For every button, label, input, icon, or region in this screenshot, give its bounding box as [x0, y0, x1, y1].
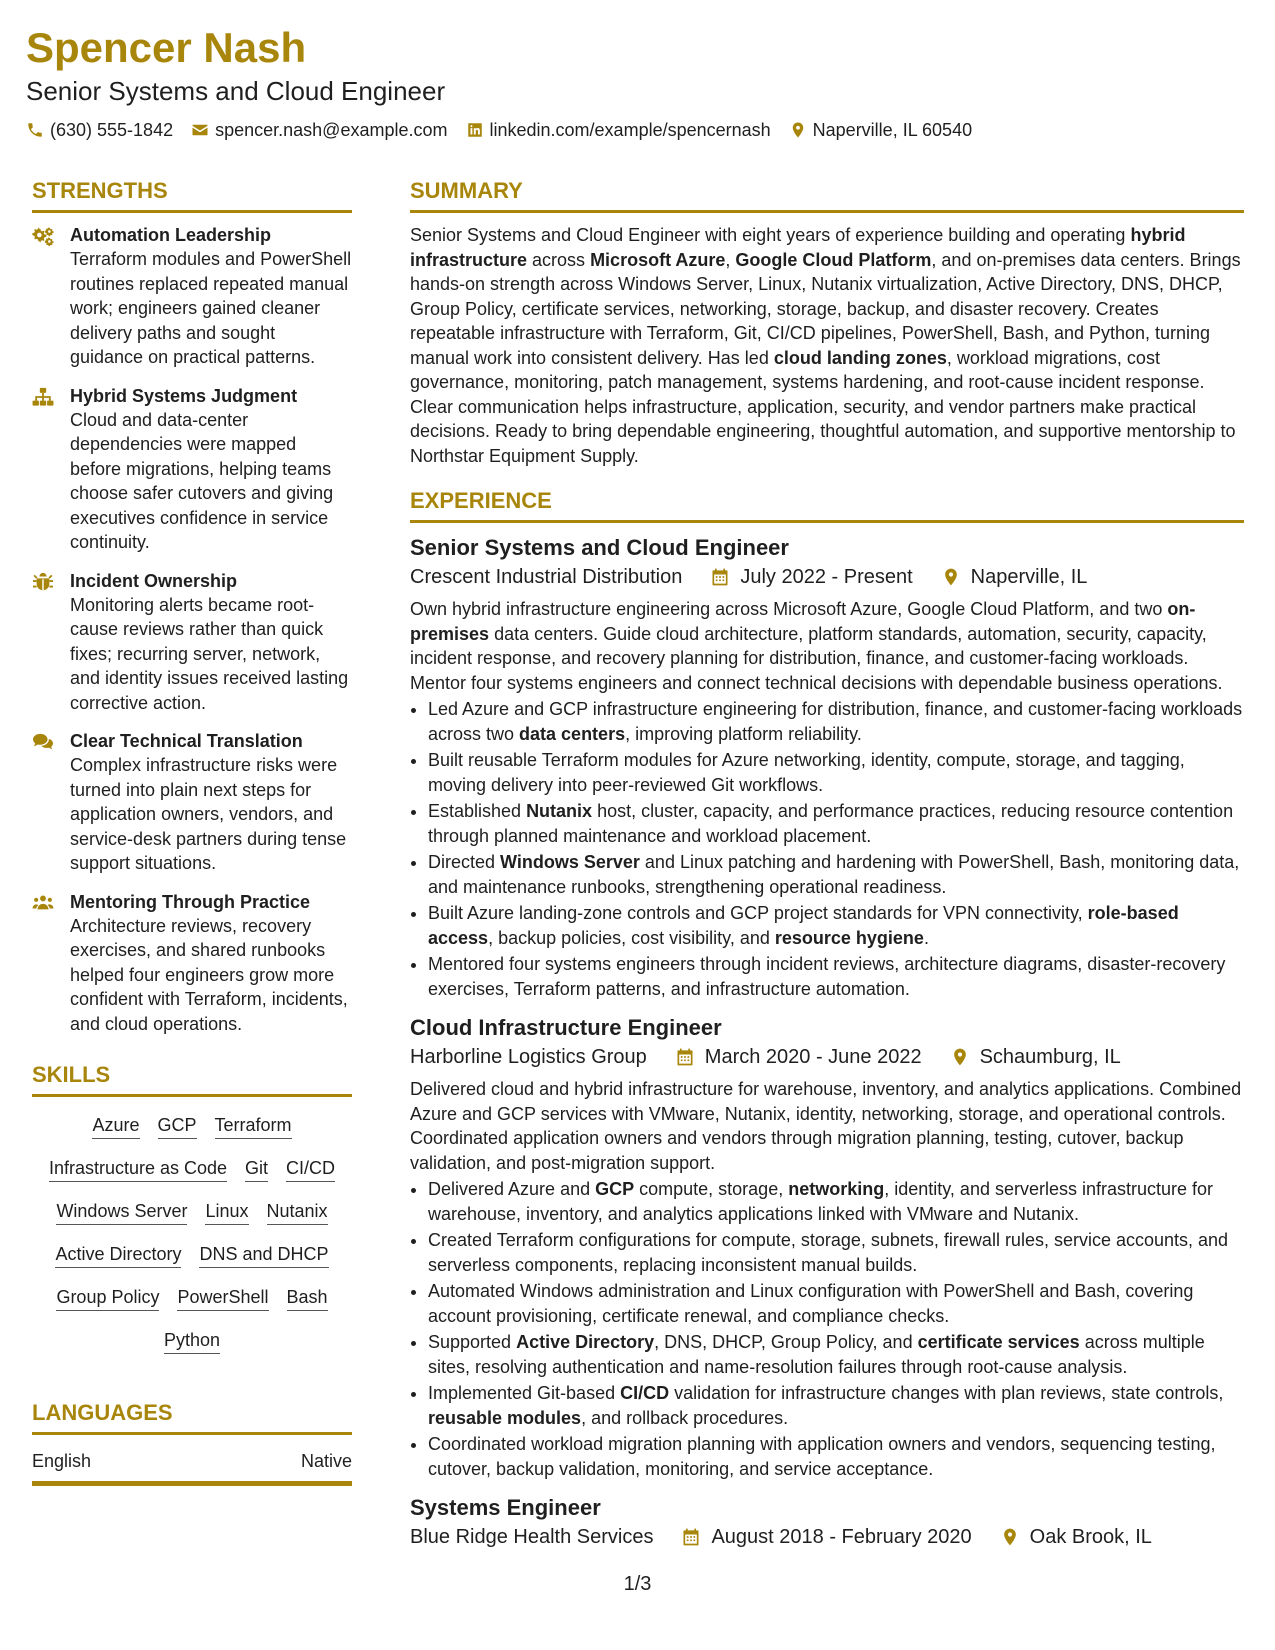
skill-tag: CI/CD: [286, 1156, 335, 1182]
summary-text: Senior Systems and Cloud Engineer with eight years of experience building and operating hybrid infrastructure across Microsoft Azure, Google Cloud Platform, and on-premises data centers. Brings hands-on strength across Windows Server, Linux, Nutanix virtualization, Active Directory, DNS, DHCP, Group Policy, certificate services, networking, storage, backup, and disaster recovery. Creates repeatable infrastructure with Terraform, Git, CI/CD pipelines, PowerShell, Bash, and Python, turning manual work into consistent delivery. Has led cloud landing zones, workload migrations, cost governance, monitoring, patch management, systems hardening, and root-cause incident response. Clear communication helps infrastructure, application, security, and vendor partners make practical decisions. Ready to bring dependable engineering, thoughtful automation, and supportive mentorship to Northstar Equipment Supply.: [410, 225, 1241, 466]
job-entry: [410, 1493, 1244, 1551]
skill-row: [56, 1199, 327, 1225]
strength-item: [32, 729, 352, 876]
skill-row: [92, 1113, 291, 1139]
job-bullet: • Led Azure and GCP infrastructure engineering for distribution, finance, and customer-facing workloads across two data centers, improving platform reliability.: [428, 697, 1244, 746]
map-pin-icon: [941, 567, 961, 587]
section-divider: [410, 520, 1244, 523]
skill-tag: Windows Server: [56, 1199, 187, 1225]
skill-tag: GCP: [158, 1113, 197, 1139]
sitemap-icon: [32, 387, 54, 407]
map-pin-icon: [1000, 1527, 1020, 1547]
comments-icon: [32, 732, 54, 752]
job-bullet: • Coordinated workload migration planning with application owners and vendors, sequencing testing, cutover, backup validation, monitoring, and service acceptance.: [428, 1432, 1244, 1481]
skill-tag: Group Policy: [56, 1285, 159, 1311]
skill-tag: Azure: [92, 1113, 139, 1139]
job-title: Systems Engineer: [410, 1495, 601, 1520]
contact-bar: [26, 118, 1246, 142]
skill-tag: Terraform: [215, 1113, 292, 1139]
skills-heading: SKILLS: [32, 1062, 111, 1087]
strength-desc: Architecture reviews, recovery exercises, and shared runbooks helped four engineers grow more confident with Terraform, incidents, and cloud operations.: [70, 915, 348, 1034]
job-entry: [410, 1013, 1244, 1481]
job-bullets: [410, 1177, 1244, 1481]
bug-icon: [32, 572, 54, 592]
skill-tag: Python: [164, 1328, 220, 1354]
strength-name: Mentoring Through Practice: [70, 891, 311, 912]
experience-heading: EXPERIENCE: [410, 488, 552, 513]
strength-desc: Terraform modules and PowerShell routines replaced repeated manual work; engineers gained cleaner delivery paths and sought guidance on practical patterns.: [70, 249, 352, 367]
skill-tag: Active Directory: [55, 1242, 181, 1268]
skills-list: [32, 1113, 352, 1354]
strength-item: [32, 384, 352, 555]
job-location: Oak Brook, IL: [1029, 1526, 1152, 1548]
job-bullet: • Built Azure landing-zone controls and GCP project standards for VPN connectivity, role-based access, backup policies, cost visibility, and resource hygiene.: [428, 901, 1244, 950]
right-column: [410, 176, 1244, 1563]
map-pin-icon: [950, 1047, 970, 1067]
skill-row: [49, 1156, 335, 1182]
skill-tag: Bash: [287, 1285, 328, 1311]
job-meta: [410, 1043, 1244, 1071]
job-dates: July 2022 - Present: [740, 566, 913, 588]
skill-tag: Infrastructure as Code: [49, 1156, 227, 1182]
users-icon: [32, 893, 54, 913]
candidate-name: Spencer Nash: [26, 24, 307, 71]
contact-linkedin[interactable]: [466, 118, 771, 142]
company-name: Blue Ridge Health Services: [410, 1526, 654, 1548]
skill-tag: PowerShell: [177, 1285, 268, 1311]
section-divider: [32, 1094, 352, 1097]
skill-tag: Linux: [205, 1199, 248, 1225]
job-title: Senior Systems and Cloud Engineer: [410, 535, 789, 560]
resume-header: [26, 22, 1246, 142]
skill-row: [55, 1242, 328, 1268]
job-location: Schaumburg, IL: [979, 1046, 1121, 1068]
strength-desc: Monitoring alerts became root-cause reviews rather than quick fixes; recurring server, network, and identity issues received lasting corrective action.: [70, 594, 349, 713]
strength-name: Automation Leadership: [70, 225, 272, 245]
candidate-title: Senior Systems and Cloud Engineer: [26, 76, 446, 106]
section-divider: [32, 1432, 352, 1435]
job-bullet: • Delivered Azure and GCP compute, storage, networking, identity, and serverless infrastructure for warehouse, inventory, and analytics applications linked with VMware and Nutanix.: [428, 1177, 1244, 1226]
phone-text: (630) 555-1842: [50, 120, 174, 140]
job-bullet: • Implemented Git-based CI/CD validation for infrastructure changes with plan reviews, state controls, reusable modules, and rollback procedures.: [428, 1381, 1244, 1430]
contact-email[interactable]: [191, 118, 447, 142]
job-dates: August 2018 - February 2020: [711, 1526, 972, 1548]
linkedin-icon: [466, 121, 484, 139]
strength-name: Hybrid Systems Judgment: [70, 385, 298, 406]
job-bullet: • Created Terraform configurations for compute, storage, subnets, firewall rules, service accounts, and serverless components, replacing inconsistent manual builds.: [428, 1228, 1244, 1277]
company-name: Harborline Logistics Group: [410, 1046, 647, 1068]
summary-heading: SUMMARY: [410, 178, 523, 203]
job-bullet: • Directed Windows Server and Linux patching and hardening with PowerShell, Bash, monitoring data, and maintenance runbooks, strengthening operational readiness.: [428, 850, 1244, 899]
skill-row: [164, 1328, 220, 1354]
job-description: Own hybrid infrastructure engineering across Microsoft Azure, Google Cloud Platform, and two on-premises data centers. Guide cloud architecture, platform standards, automation, security, capacity, incident response, and recovery planning for distribution, finance, and customer-facing workloads. Mentor four systems engineers and connect technical decisions with dependable business operations.: [410, 599, 1223, 693]
company-name: Crescent Industrial Distribution: [410, 566, 683, 588]
language-name: English: [32, 1451, 92, 1471]
contact-phone[interactable]: [26, 118, 173, 142]
language-item: [32, 1449, 352, 1473]
job-bullets: [410, 697, 1244, 1001]
skill-tag: DNS and DHCP: [199, 1242, 328, 1268]
linkedin-text: linkedin.com/example/spencernash: [489, 120, 771, 140]
job-meta: [410, 563, 1244, 591]
skill-tag: Nutanix: [267, 1199, 328, 1225]
job-bullet: • Built reusable Terraform modules for Azure networking, identity, compute, storage, and tagging, moving delivery into peer-reviewed Git workflows.: [428, 748, 1244, 797]
job-bullet: • Automated Windows administration and Linux configuration with PowerShell and Bash, covering account provisioning, certificate renewal, and compliance checks.: [428, 1279, 1244, 1328]
left-column: [32, 176, 352, 1486]
language-level: Native: [300, 1451, 352, 1471]
email-text: spencer.nash@example.com: [215, 120, 448, 140]
skill-tag: Git: [245, 1156, 268, 1182]
phone-icon: [26, 121, 44, 139]
skill-row: [56, 1285, 327, 1311]
strength-name: Clear Technical Translation: [70, 731, 303, 751]
section-divider: [32, 210, 352, 213]
job-bullet: • Supported Active Directory, DNS, DHCP, Group Policy, and certificate services across multiple sites, resolving authentication and name-resolution failures through root-cause analysis.: [428, 1330, 1244, 1379]
strength-desc: Cloud and data-center dependencies were mapped before migrations, helping teams choose safer cutovers and giving executives confidence in service continuity.: [70, 409, 334, 552]
strength-name: Incident Ownership: [70, 570, 238, 591]
calendar-icon: [675, 1047, 695, 1067]
job-location: Naperville, IL: [970, 566, 1088, 588]
calendar-icon: [681, 1527, 701, 1547]
job-title: Cloud Infrastructure Engineer: [410, 1015, 722, 1040]
section-divider: [410, 210, 1244, 213]
job-dates: March 2020 - June 2022: [704, 1046, 922, 1068]
map-pin-icon: [789, 121, 807, 139]
job-bullet: • Mentored four systems engineers through incident reviews, architecture diagrams, disaster-recovery exercises, Terraform patterns, and infrastructure automation.: [428, 952, 1244, 1001]
strength-item: [32, 223, 352, 370]
calendar-icon: [710, 567, 730, 587]
strengths-heading: STRENGTHS: [32, 178, 168, 203]
languages-heading: LANGUAGES: [32, 1400, 173, 1425]
location-text: Naperville, IL 60540: [812, 120, 973, 140]
strength-desc: Complex infrastructure risks were turned into plain next steps for application owners, vendors, and service-desk partners during tense support situations.: [70, 755, 347, 873]
job-bullet: • Established Nutanix host, cluster, capacity, and performance practices, reducing resource contention through planned maintenance and workload placement.: [428, 799, 1244, 848]
strength-item: [32, 569, 352, 716]
job-entry: [410, 533, 1244, 1001]
page-number: 1/3: [623, 1573, 652, 1595]
contact-location: [789, 118, 972, 142]
job-description: Delivered cloud and hybrid infrastructure for warehouse, inventory, and analytics applications. Combined Azure and GCP services with VMware, Nutanix, identity, networking, storage, and operational controls. Coordinated application owners and vendors through migration planning, testing, cutover, backup validation, and post-migration support.: [410, 1079, 1242, 1173]
gears-icon: [32, 226, 54, 246]
envelope-icon: [191, 121, 209, 139]
strength-item: [32, 890, 352, 1037]
language-level-bar: [32, 1481, 352, 1486]
job-meta: [410, 1523, 1244, 1551]
